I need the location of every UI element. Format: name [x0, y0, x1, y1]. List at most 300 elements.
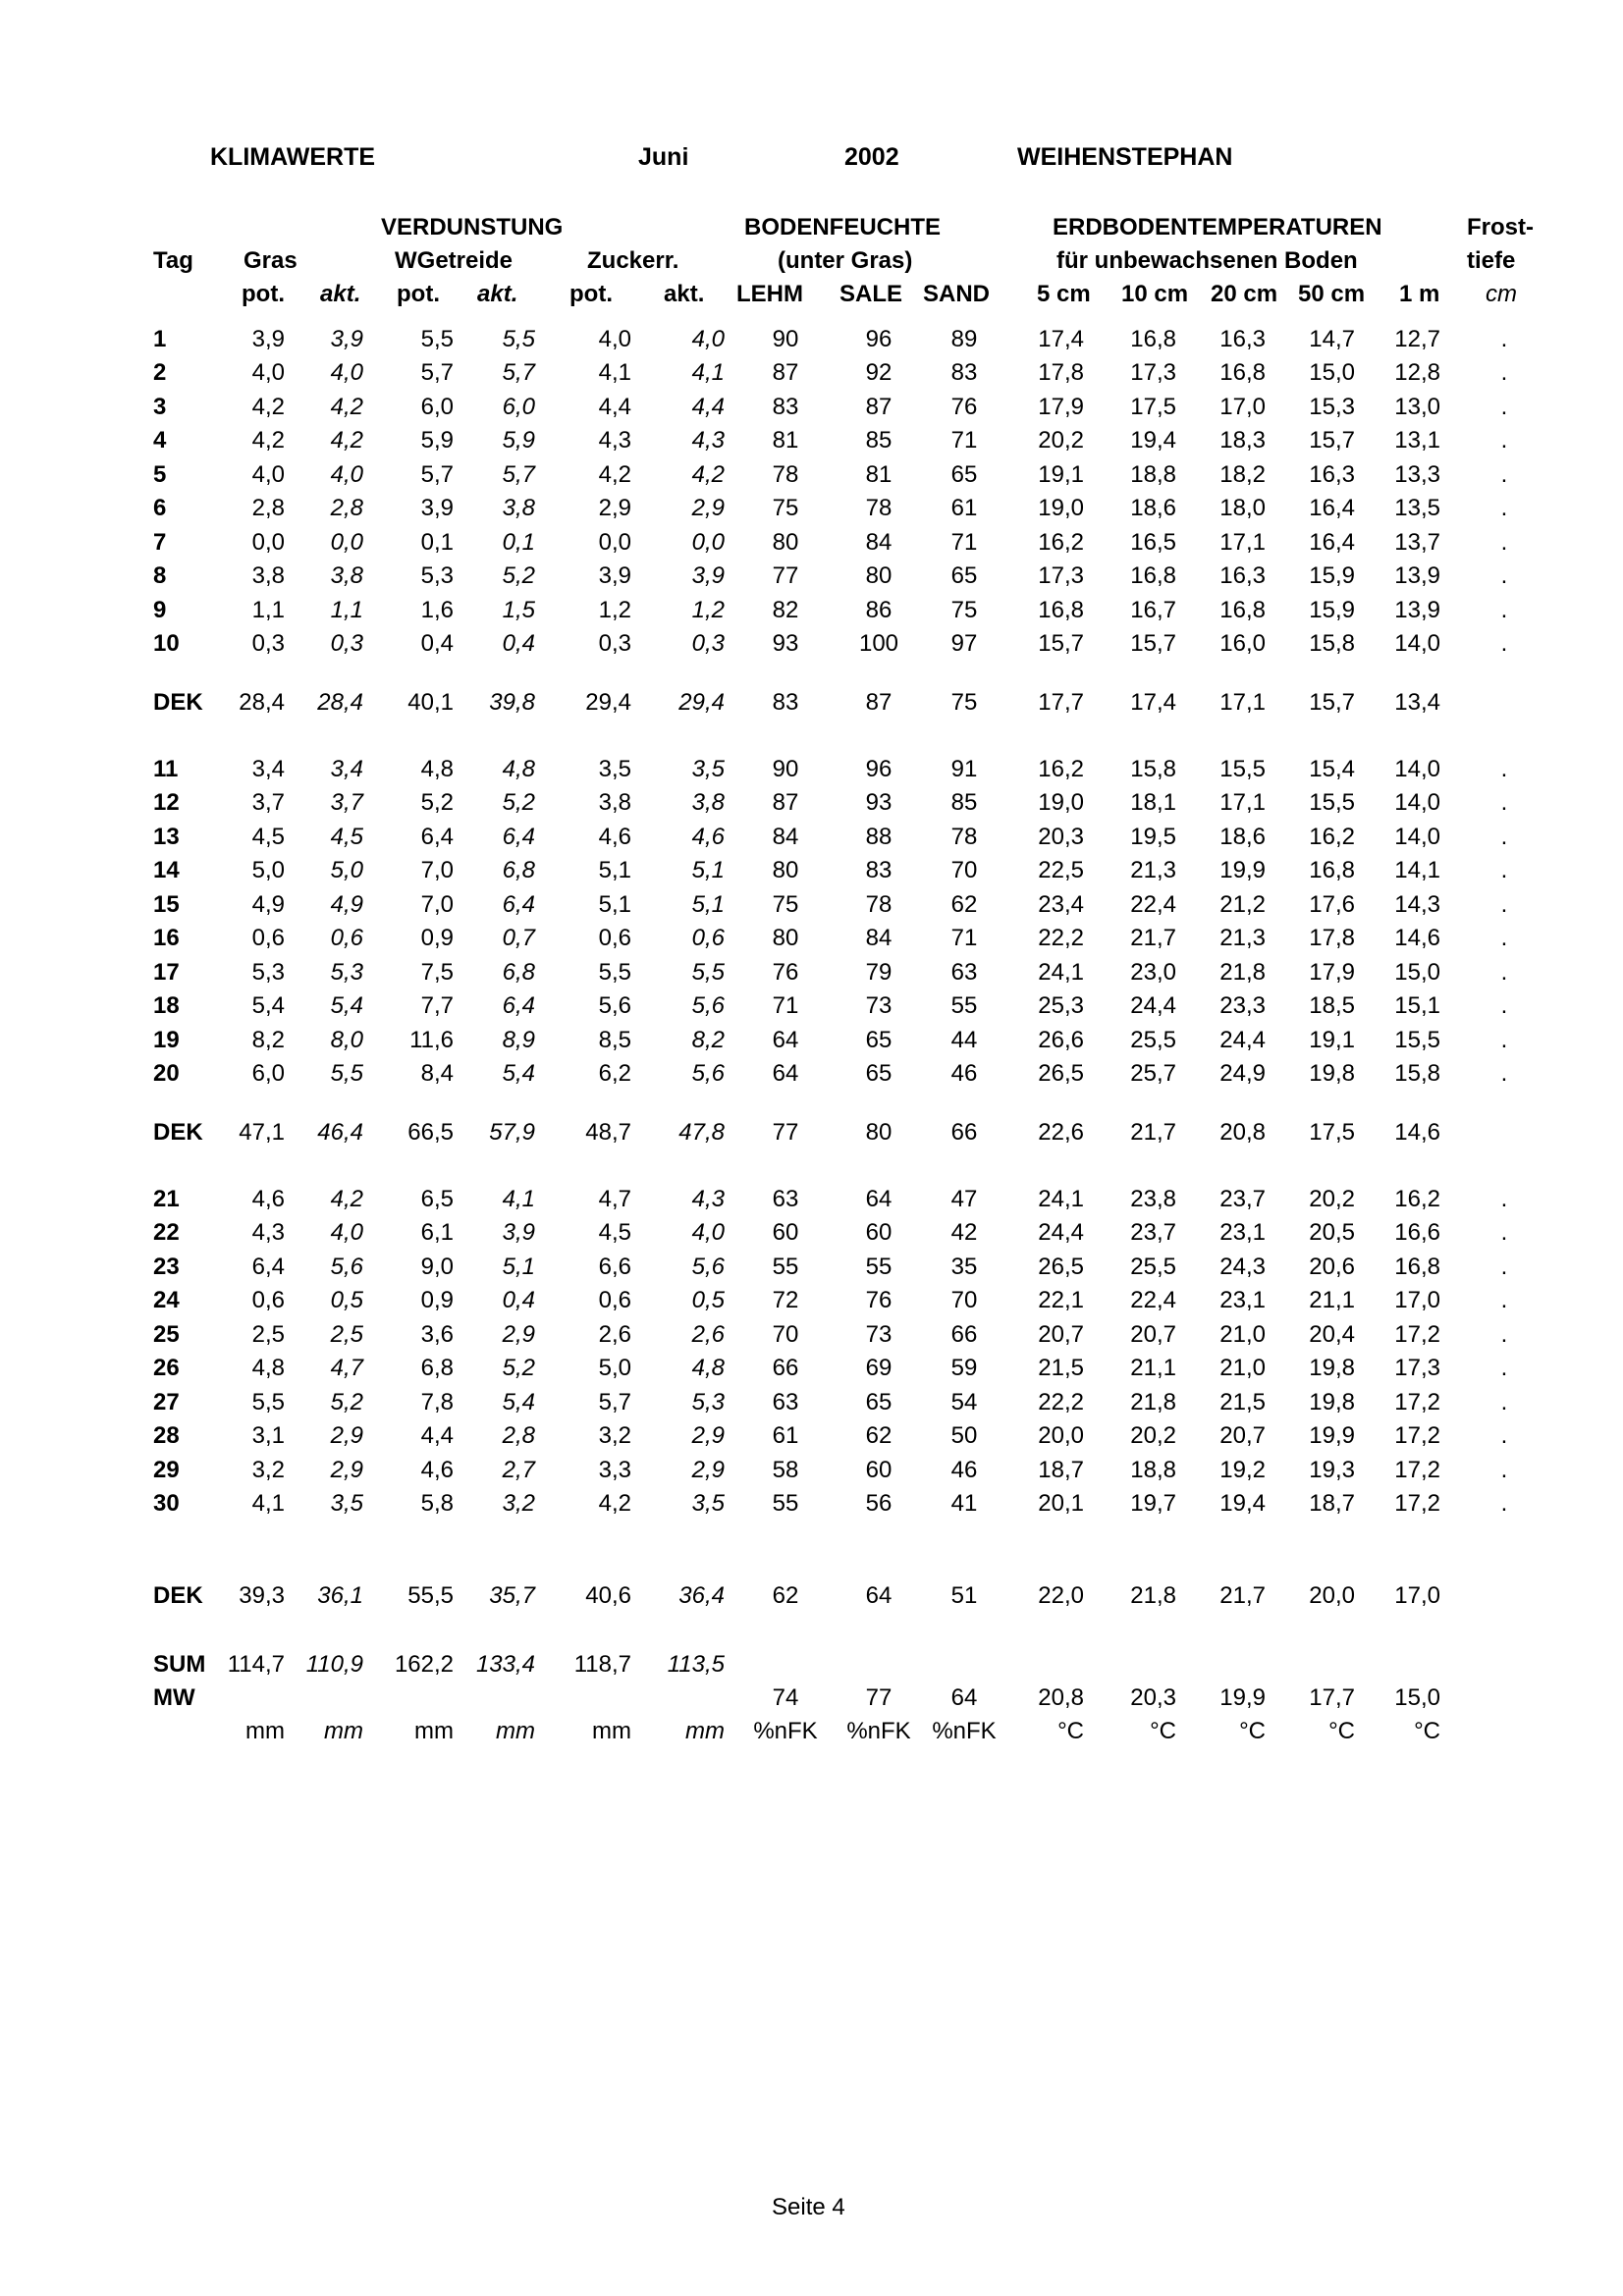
table-cell: 21,8	[1130, 1582, 1176, 1609]
table-cell: 5,1	[691, 891, 725, 918]
table-cell: °C	[1057, 1718, 1084, 1744]
table-cell: 23,4	[1038, 891, 1084, 918]
table-cell: 18,0	[1219, 495, 1266, 521]
table-cell: 1,2	[598, 597, 631, 623]
table-cell: 4,5	[251, 824, 285, 850]
table-cell: 22,6	[1038, 1119, 1084, 1146]
table-cell: 15,1	[1394, 992, 1440, 1019]
table-cell: 17,1	[1219, 689, 1266, 716]
table-cell: 26,5	[1038, 1060, 1084, 1087]
table-cell: 3,7	[251, 789, 285, 816]
table-cell: 3,5	[598, 756, 631, 782]
row-label: 11	[153, 756, 179, 782]
table-cell: 19,8	[1309, 1389, 1355, 1415]
table-cell: 19,9	[1309, 1422, 1355, 1449]
table-cell: 5,1	[598, 857, 631, 883]
table-cell: 65	[950, 461, 978, 488]
table-cell: 0,6	[251, 925, 285, 951]
table-cell: 75	[772, 891, 799, 918]
table-cell: 16,8	[1219, 359, 1266, 386]
row-label: DEK	[153, 1119, 203, 1146]
table-cell: 16,2	[1309, 824, 1355, 850]
column-header: cm	[1486, 281, 1517, 307]
table-cell: 65	[865, 1027, 893, 1053]
row-label: 14	[153, 857, 180, 883]
table-cell: 77	[772, 1119, 799, 1146]
table-cell: 21,3	[1219, 925, 1266, 951]
table-cell: 20,6	[1309, 1254, 1355, 1280]
table-cell: 5,0	[330, 857, 363, 883]
table-cell: 4,7	[330, 1355, 363, 1381]
table-cell: 3,9	[330, 326, 363, 352]
table-cell: 60	[865, 1219, 893, 1246]
header-zuckerr: Zuckerr.	[587, 247, 679, 274]
table-cell: 7,8	[420, 1389, 454, 1415]
table-cell: 21,7	[1130, 1119, 1176, 1146]
header-unbewachsen: für unbewachsenen Boden	[1056, 247, 1358, 274]
table-cell: 19,2	[1219, 1457, 1266, 1483]
table-cell: 5,4	[502, 1389, 535, 1415]
table-cell: 3,2	[598, 1422, 631, 1449]
table-cell: 16,6	[1394, 1219, 1440, 1246]
table-cell: 3,4	[330, 756, 363, 782]
table-cell: 24,3	[1219, 1254, 1266, 1280]
table-cell: 16,2	[1394, 1186, 1440, 1212]
table-cell: .	[1500, 1219, 1508, 1246]
table-cell: 87	[865, 394, 893, 420]
table-cell: .	[1500, 1422, 1508, 1449]
table-cell: 0,0	[691, 529, 725, 556]
table-cell: 61	[950, 495, 978, 521]
table-cell: 13,5	[1394, 495, 1440, 521]
table-cell: 55	[950, 992, 978, 1019]
table-cell: 9,0	[420, 1254, 454, 1280]
table-cell: 55,5	[407, 1582, 454, 1609]
table-cell: 11,6	[409, 1027, 454, 1053]
table-cell: .	[1500, 562, 1508, 589]
table-cell: 22,2	[1038, 1389, 1084, 1415]
table-cell: 89	[950, 326, 978, 352]
table-cell: 7,7	[420, 992, 454, 1019]
table-cell: 21,1	[1130, 1355, 1176, 1381]
table-cell: 19,9	[1219, 1684, 1266, 1711]
table-cell: .	[1500, 359, 1508, 386]
table-cell: .	[1500, 857, 1508, 883]
table-cell: 16,0	[1219, 630, 1266, 657]
table-cell: 40,1	[407, 689, 454, 716]
row-label: DEK	[153, 1582, 203, 1609]
table-cell: 4,2	[251, 427, 285, 454]
table-cell: 22,4	[1130, 1287, 1176, 1313]
table-cell: 14,1	[1394, 857, 1440, 883]
table-cell: 19,5	[1130, 824, 1176, 850]
table-cell: 6,0	[251, 1060, 285, 1087]
column-header: LEHM	[736, 281, 803, 307]
table-cell: 5,7	[502, 359, 535, 386]
table-cell: 3,8	[598, 789, 631, 816]
page-number: Seite 4	[772, 2194, 845, 2220]
table-cell: 0,4	[502, 630, 535, 657]
table-cell: 60	[865, 1457, 893, 1483]
table-cell: 4,3	[691, 1186, 725, 1212]
table-cell: 78	[865, 891, 893, 918]
table-cell: 62	[865, 1422, 893, 1449]
table-cell: 80	[772, 857, 799, 883]
table-cell: 88	[865, 824, 893, 850]
table-cell: 25,5	[1130, 1027, 1176, 1053]
column-header: 10 cm	[1121, 281, 1189, 307]
table-cell: 17,8	[1038, 359, 1084, 386]
row-label: 27	[153, 1389, 180, 1415]
table-cell: 77	[772, 562, 799, 589]
table-cell: 4,0	[691, 326, 725, 352]
table-cell: 25,3	[1038, 992, 1084, 1019]
table-cell: 4,0	[330, 1219, 363, 1246]
table-cell: 15,7	[1309, 689, 1355, 716]
table-cell: 76	[865, 1287, 893, 1313]
table-cell: 18,7	[1309, 1490, 1355, 1517]
table-cell: 5,2	[502, 789, 535, 816]
table-cell: 48,7	[585, 1119, 631, 1146]
table-cell: 59	[950, 1355, 978, 1381]
table-cell: 162,2	[394, 1651, 454, 1678]
table-cell: 22,5	[1038, 857, 1084, 883]
table-cell: 5,3	[691, 1389, 725, 1415]
table-cell: 2,5	[251, 1321, 285, 1348]
table-cell: 17,5	[1309, 1119, 1355, 1146]
table-cell: 5,9	[502, 427, 535, 454]
table-cell: 3,8	[502, 495, 535, 521]
table-cell: 64	[772, 1027, 799, 1053]
table-cell: 46	[950, 1060, 978, 1087]
table-cell: 4,1	[251, 1490, 285, 1517]
table-cell: 14,0	[1394, 630, 1440, 657]
row-label: 19	[153, 1027, 180, 1053]
table-cell: 65	[950, 562, 978, 589]
table-cell: 18,6	[1130, 495, 1176, 521]
table-cell: 24,4	[1038, 1219, 1084, 1246]
table-cell: 3,4	[251, 756, 285, 782]
table-cell: mm	[685, 1718, 725, 1744]
title-year: 2002	[844, 143, 899, 171]
table-cell: 5,3	[420, 562, 454, 589]
table-cell: 0,7	[502, 925, 535, 951]
table-cell: 5,2	[420, 789, 454, 816]
row-label: 21	[153, 1186, 180, 1212]
table-cell: .	[1500, 529, 1508, 556]
table-cell: 5,1	[502, 1254, 535, 1280]
table-cell: °C	[1239, 1718, 1266, 1744]
table-cell: 71	[950, 529, 978, 556]
header-bodenfeuchte: BODENFEUCHTE	[744, 214, 942, 240]
table-cell: 55	[772, 1254, 799, 1280]
table-cell: 39,3	[239, 1582, 285, 1609]
table-cell: 4,2	[330, 394, 363, 420]
title-month: Juni	[638, 143, 689, 171]
table-cell: 0,3	[251, 630, 285, 657]
row-label: 20	[153, 1060, 180, 1087]
table-cell: 3,3	[598, 1457, 631, 1483]
column-header: akt.	[664, 281, 705, 307]
table-cell: 2,9	[598, 495, 631, 521]
table-cell: 19,1	[1038, 461, 1084, 488]
table-cell: 21,5	[1038, 1355, 1084, 1381]
table-cell: °C	[1414, 1718, 1440, 1744]
table-cell: 0,3	[598, 630, 631, 657]
table-cell: 87	[772, 789, 799, 816]
table-cell: 17,0	[1394, 1582, 1440, 1609]
table-cell: 5,4	[251, 992, 285, 1019]
table-cell: 23,7	[1219, 1186, 1266, 1212]
table-cell: 60	[772, 1219, 799, 1246]
row-label: 12	[153, 789, 180, 816]
table-cell: 17,2	[1394, 1490, 1440, 1517]
table-cell: 22,4	[1130, 891, 1176, 918]
table-cell: 15,7	[1309, 427, 1355, 454]
table-cell: 3,9	[420, 495, 454, 521]
table-cell: 19,8	[1309, 1355, 1355, 1381]
table-cell: .	[1500, 630, 1508, 657]
table-cell: 0,6	[330, 925, 363, 951]
table-cell: 17,0	[1394, 1287, 1440, 1313]
table-cell: 100	[858, 630, 899, 657]
table-cell: 35	[950, 1254, 978, 1280]
table-cell: 2,9	[330, 1457, 363, 1483]
table-cell: 21,1	[1309, 1287, 1355, 1313]
table-cell: 2,7	[502, 1457, 535, 1483]
table-cell: 17,8	[1309, 925, 1355, 951]
table-cell: 5,1	[691, 857, 725, 883]
table-cell: 85	[950, 789, 978, 816]
table-cell: 118,7	[573, 1651, 631, 1678]
table-cell: 5,8	[420, 1490, 454, 1517]
table-cell: .	[1500, 326, 1508, 352]
title-station: WEIHENSTEPHAN	[1017, 143, 1233, 171]
table-cell: 5,5	[420, 326, 454, 352]
table-cell: 0,9	[420, 1287, 454, 1313]
table-cell: 29,4	[678, 689, 725, 716]
table-cell: 80	[772, 529, 799, 556]
column-header: pot.	[569, 281, 613, 307]
table-cell: 6,6	[598, 1254, 631, 1280]
table-cell: 18,7	[1038, 1457, 1084, 1483]
row-label: 5	[153, 461, 167, 488]
row-label: SUM	[153, 1651, 206, 1678]
table-cell: 3,9	[691, 562, 725, 589]
table-cell: 4,2	[330, 427, 363, 454]
table-cell: 20,0	[1038, 1422, 1084, 1449]
table-cell: 22,1	[1038, 1287, 1084, 1313]
table-cell: 19,1	[1309, 1027, 1355, 1053]
table-cell: 24,4	[1130, 992, 1176, 1019]
table-cell: 1,1	[330, 597, 363, 623]
table-cell: 19,0	[1038, 495, 1084, 521]
table-cell: 70	[772, 1321, 799, 1348]
table-cell: .	[1500, 1355, 1508, 1381]
table-cell: 69	[865, 1355, 893, 1381]
table-cell: 47,1	[239, 1119, 285, 1146]
table-cell: 17,5	[1130, 394, 1176, 420]
column-header: akt.	[320, 281, 361, 307]
table-cell: 0,0	[598, 529, 631, 556]
table-cell: 21,0	[1219, 1321, 1266, 1348]
table-cell: 3,5	[691, 756, 725, 782]
table-cell: 18,2	[1219, 461, 1266, 488]
table-cell: 65	[865, 1389, 893, 1415]
table-cell: 6,8	[420, 1355, 454, 1381]
table-cell: 76	[950, 394, 978, 420]
table-cell: 2,6	[598, 1321, 631, 1348]
table-cell: 3,8	[251, 562, 285, 589]
table-cell: 4,2	[598, 461, 631, 488]
table-cell: 36,4	[678, 1582, 725, 1609]
table-cell: 24,1	[1038, 1186, 1084, 1212]
table-cell: 20,5	[1309, 1219, 1355, 1246]
row-label: 24	[153, 1287, 180, 1313]
table-cell: 84	[865, 529, 893, 556]
table-cell: 24,4	[1219, 1027, 1266, 1053]
table-cell: 15,0	[1394, 959, 1440, 986]
table-cell: 13,0	[1394, 394, 1440, 420]
table-cell: 18,3	[1219, 427, 1266, 454]
table-cell: .	[1500, 891, 1508, 918]
header-verdunstung: VERDUNSTUNG	[381, 214, 564, 240]
table-cell: 12,8	[1394, 359, 1440, 386]
table-cell: 19,4	[1219, 1490, 1266, 1517]
table-cell: 4,8	[691, 1355, 725, 1381]
table-cell: mm	[245, 1718, 285, 1744]
table-cell: 3,9	[598, 562, 631, 589]
table-cell: 5,2	[502, 1355, 535, 1381]
table-cell: %nFK	[753, 1718, 818, 1744]
table-cell: 0,6	[598, 1287, 631, 1313]
table-cell: 79	[865, 959, 893, 986]
table-cell: 73	[865, 1321, 893, 1348]
table-cell: 63	[950, 959, 978, 986]
table-cell: 72	[772, 1287, 799, 1313]
table-cell: 4,1	[502, 1186, 535, 1212]
table-cell: 5,5	[251, 1389, 285, 1415]
row-label: 28	[153, 1422, 180, 1449]
table-cell: 5,5	[502, 326, 535, 352]
table-cell: 17,6	[1309, 891, 1355, 918]
table-cell: 4,8	[502, 756, 535, 782]
table-cell: 64	[865, 1582, 893, 1609]
row-label: 29	[153, 1457, 180, 1483]
table-cell: 17,3	[1394, 1355, 1440, 1381]
table-cell: 39,8	[489, 689, 535, 716]
table-cell: 6,4	[502, 824, 535, 850]
table-cell: 47,8	[678, 1119, 725, 1146]
table-cell: 18,6	[1219, 824, 1266, 850]
table-cell: 51	[950, 1582, 978, 1609]
table-cell: 97	[950, 630, 978, 657]
table-cell: 96	[865, 326, 893, 352]
table-cell: 4,3	[598, 427, 631, 454]
table-cell: 46	[950, 1457, 978, 1483]
table-cell: 83	[865, 857, 893, 883]
table-cell: 20,7	[1130, 1321, 1176, 1348]
table-cell: 21,2	[1219, 891, 1266, 918]
title-klimawerte: KLIMAWERTE	[210, 143, 376, 171]
row-label: DEK	[153, 689, 203, 716]
table-cell: mm	[592, 1718, 631, 1744]
header-tag: Tag	[153, 247, 193, 274]
table-cell: 0,5	[691, 1287, 725, 1313]
row-label: 10	[153, 630, 180, 657]
table-cell: 17,1	[1219, 529, 1266, 556]
table-cell: 2,8	[251, 495, 285, 521]
table-cell: 92	[865, 359, 893, 386]
table-cell: 15,5	[1309, 789, 1355, 816]
table-cell: 13,4	[1394, 689, 1440, 716]
table-cell: 6,4	[502, 891, 535, 918]
table-cell: 24,9	[1219, 1060, 1266, 1087]
row-label: 18	[153, 992, 180, 1019]
table-cell: 85	[865, 427, 893, 454]
table-cell: 4,5	[330, 824, 363, 850]
table-cell: 40,6	[585, 1582, 631, 1609]
table-cell: 4,0	[598, 326, 631, 352]
row-label: 23	[153, 1254, 180, 1280]
table-cell: 7,0	[420, 857, 454, 883]
table-cell: 87	[772, 359, 799, 386]
table-cell: 28,4	[317, 689, 363, 716]
table-cell: 17,0	[1219, 394, 1266, 420]
table-cell: 14,0	[1394, 756, 1440, 782]
header-unter-gras: (unter Gras)	[778, 247, 913, 274]
table-cell: 16,8	[1038, 597, 1084, 623]
table-cell: 2,9	[691, 1457, 725, 1483]
table-cell: 3,5	[330, 1490, 363, 1517]
table-cell: .	[1500, 394, 1508, 420]
table-cell: 4,6	[251, 1186, 285, 1212]
table-cell: 50	[950, 1422, 978, 1449]
table-cell: 20,1	[1038, 1490, 1084, 1517]
table-cell: 19,7	[1130, 1490, 1176, 1517]
table-cell: 2,9	[502, 1321, 535, 1348]
table-cell: 78	[950, 824, 978, 850]
table-cell: 66,5	[407, 1119, 454, 1146]
table-cell: 4,0	[330, 359, 363, 386]
table-cell: 0,3	[330, 630, 363, 657]
table-cell: 6,8	[502, 857, 535, 883]
table-cell: 19,0	[1038, 789, 1084, 816]
table-cell: 2,6	[691, 1321, 725, 1348]
table-cell: 110,9	[305, 1651, 363, 1678]
table-cell: 3,8	[330, 562, 363, 589]
table-cell: .	[1500, 925, 1508, 951]
table-cell: 81	[865, 461, 893, 488]
table-cell: 7,0	[420, 891, 454, 918]
table-cell: 0,3	[691, 630, 725, 657]
table-cell: 17,2	[1394, 1321, 1440, 1348]
table-cell: 4,6	[691, 824, 725, 850]
table-cell: .	[1500, 1287, 1508, 1313]
table-cell: 0,5	[330, 1287, 363, 1313]
table-cell: 16,2	[1038, 756, 1084, 782]
table-cell: 4,0	[330, 461, 363, 488]
row-label: MW	[153, 1684, 195, 1711]
table-cell: 0,1	[420, 529, 454, 556]
table-cell: 5,7	[502, 461, 535, 488]
table-cell: 6,1	[420, 1219, 454, 1246]
table-cell: .	[1500, 756, 1508, 782]
table-cell: 5,4	[502, 1060, 535, 1087]
header-wgetreide: WGetreide	[395, 247, 514, 274]
table-cell: 0,1	[502, 529, 535, 556]
column-header: akt.	[477, 281, 518, 307]
